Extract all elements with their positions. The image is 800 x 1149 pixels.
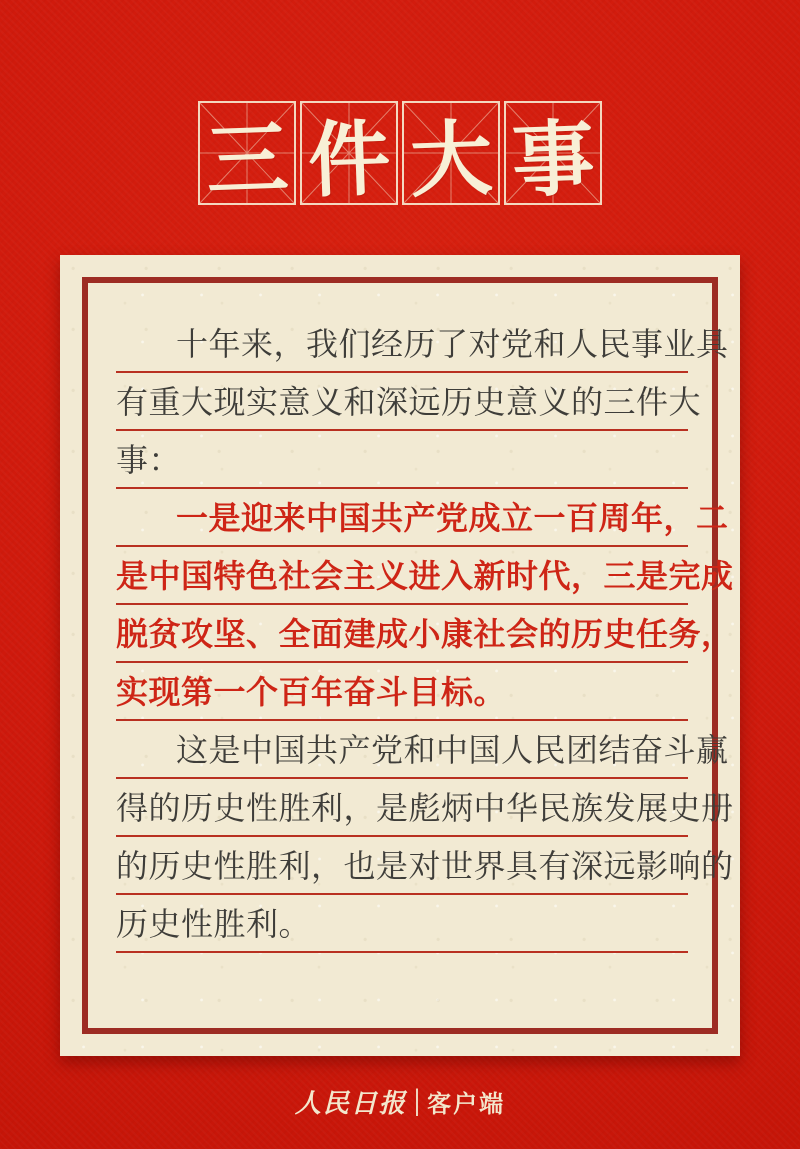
peoples-daily-wordmark: 人民日报 — [294, 1088, 407, 1119]
title-character: 三 — [204, 110, 290, 209]
text-line: 有重大现实意义和深远历史意义的三件大 — [116, 373, 688, 431]
body-paragraph — [116, 721, 734, 953]
emphasis-paragraph — [116, 489, 734, 721]
text-line: 实现第一个百年奋斗目标。 — [116, 663, 688, 721]
title-cell — [198, 101, 296, 209]
title-cell — [402, 101, 500, 209]
paper-card — [60, 255, 740, 1056]
text-line: 事： — [116, 431, 688, 489]
card-text — [116, 315, 734, 953]
text-line: 一是迎来中国共产党成立一百周年，二 — [116, 489, 688, 547]
title-character: 事 — [510, 110, 596, 209]
title-cell — [300, 101, 398, 209]
footer-logo — [0, 1083, 800, 1119]
text-line: 得的历史性胜利，是彪炳中华民族发展史册 — [116, 779, 688, 837]
title-character: 大 — [408, 110, 494, 209]
title-character: 件 — [306, 110, 392, 209]
body-paragraph — [116, 315, 729, 489]
text-line: 的历史性胜利，也是对世界具有深远影响的 — [116, 837, 688, 895]
divider-bar: | — [413, 1083, 421, 1118]
text-line: 是中国特色社会主义进入新时代，三是完成 — [116, 547, 688, 605]
text-line: 这是中国共产党和中国人民团结奋斗赢 — [116, 721, 688, 779]
client-label: 客户端 — [427, 1090, 506, 1118]
text-line: 十年来，我们经历了对党和人民事业具 — [116, 315, 688, 373]
title-cell — [504, 101, 602, 209]
text-line: 历史性胜利。 — [116, 895, 688, 953]
title-grid — [198, 101, 602, 209]
text-line: 脱贫攻坚、全面建成小康社会的历史任务， — [116, 605, 688, 663]
